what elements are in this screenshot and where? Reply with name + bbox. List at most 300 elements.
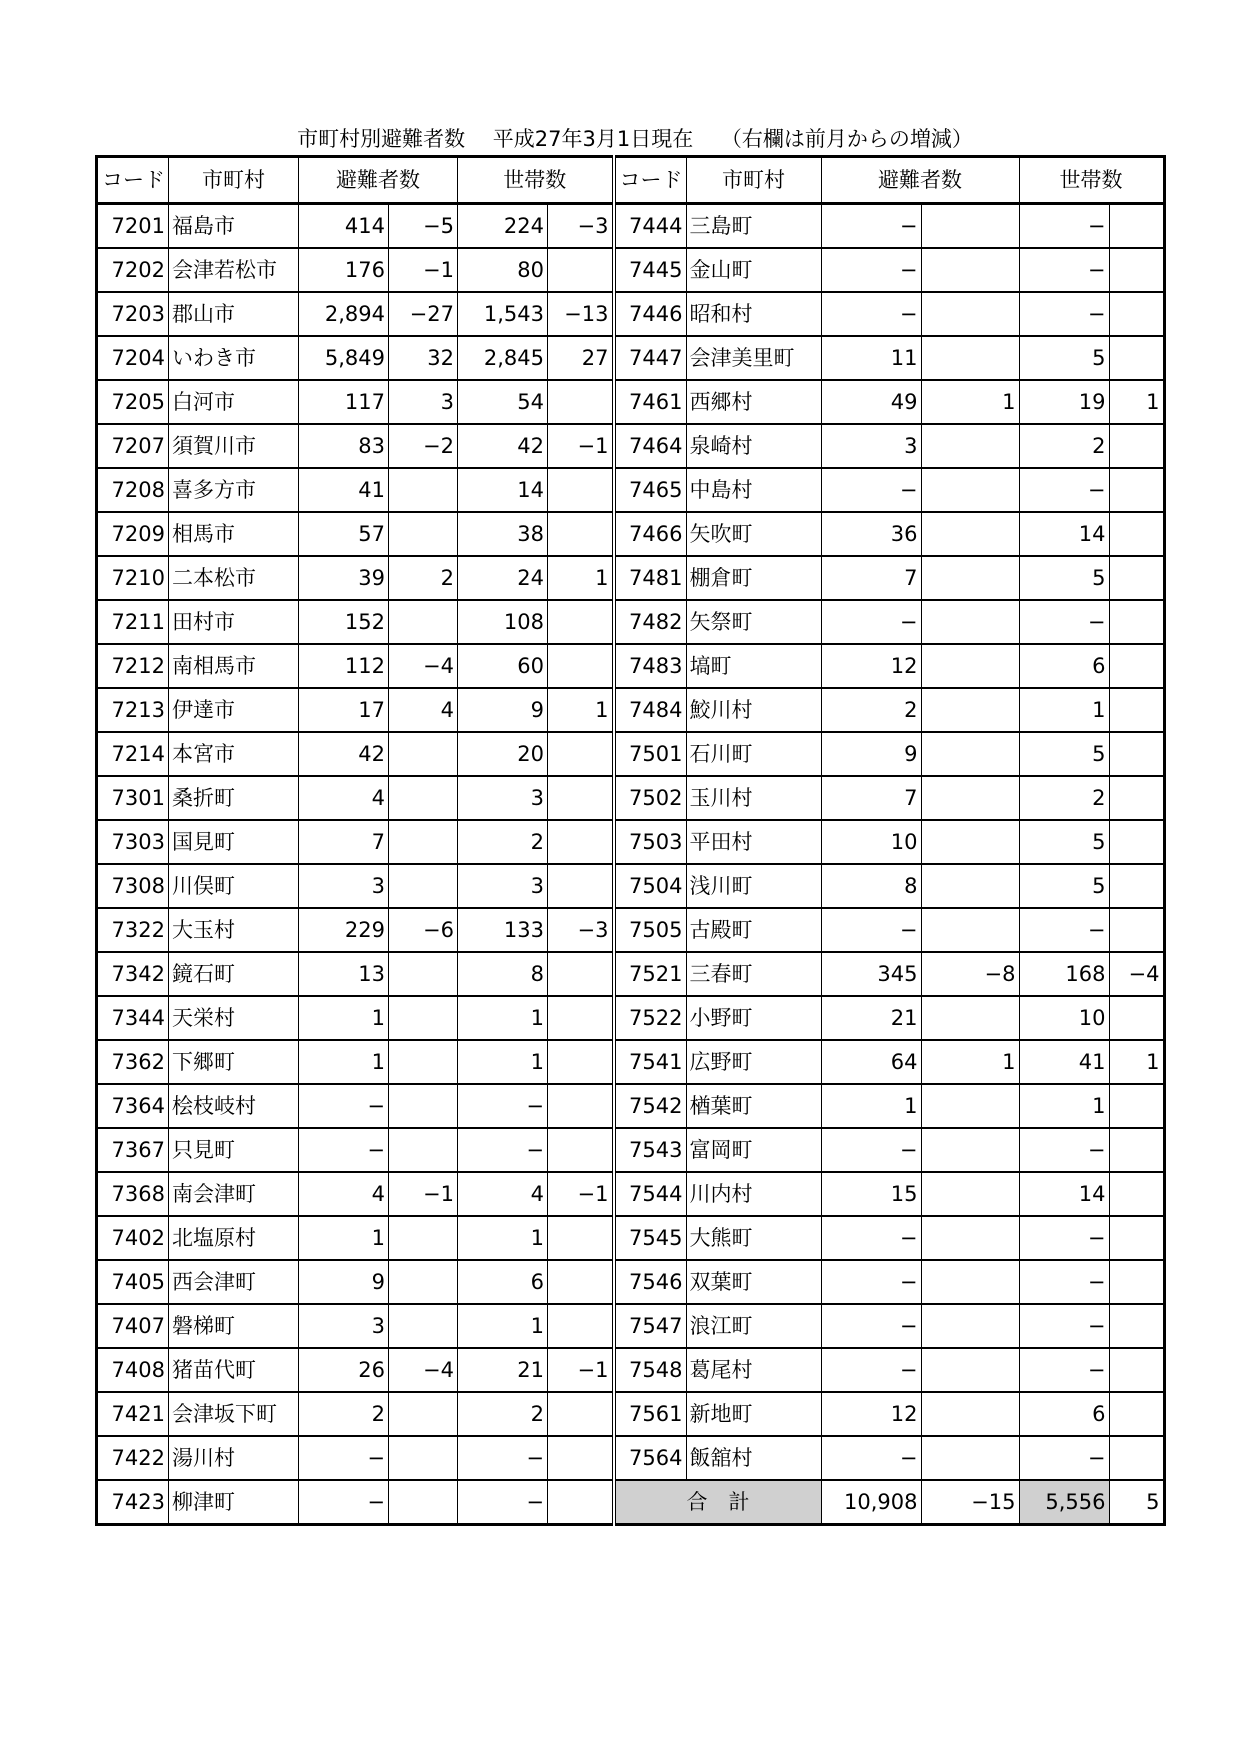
households-change-right-cell	[1109, 292, 1164, 336]
households-right-cell: −	[1019, 1304, 1109, 1348]
code-left-cell: 7201	[97, 204, 169, 249]
evacuees-right-cell: 15	[821, 1172, 921, 1216]
municipality-right-cell: 鮫川村	[686, 688, 821, 732]
municipality-left-cell: 桧枝岐村	[169, 1084, 299, 1128]
evacuees-change-left-cell	[389, 996, 458, 1040]
households-right-cell: 1	[1019, 688, 1109, 732]
households-left-cell: 60	[458, 644, 548, 688]
households-change-left-cell: 1	[548, 556, 614, 600]
evacuees-change-right-cell	[921, 1172, 1019, 1216]
evacuees-left-cell: 9	[299, 1260, 389, 1304]
households-left-cell: −	[458, 1480, 548, 1525]
municipality-left-cell: 只見町	[169, 1128, 299, 1172]
municipality-left-cell: 伊達市	[169, 688, 299, 732]
code-left-cell: 7301	[97, 776, 169, 820]
code-left-cell: 7205	[97, 380, 169, 424]
code-right-cell: 7445	[614, 248, 687, 292]
evacuees-right-cell: −	[821, 1348, 921, 1392]
municipality-left-cell: 天栄村	[169, 996, 299, 1040]
evacuees-right-cell: −	[821, 1128, 921, 1172]
evacuees-left-cell: −	[299, 1128, 389, 1172]
households-change-left-cell: −1	[548, 1172, 614, 1216]
households-left-cell: 6	[458, 1260, 548, 1304]
municipality-left-cell: 下郷町	[169, 1040, 299, 1084]
households-change-right-cell	[1109, 248, 1164, 292]
code-left-cell: 7203	[97, 292, 169, 336]
households-change-right-cell	[1109, 556, 1164, 600]
households-right-cell: 14	[1019, 1172, 1109, 1216]
households-change-left-cell	[548, 1084, 614, 1128]
households-change-right-cell	[1109, 1348, 1164, 1392]
code-right-cell: 7544	[614, 1172, 687, 1216]
households-left-cell: 3	[458, 776, 548, 820]
municipality-right-cell: 塙町	[686, 644, 821, 688]
evacuees-change-right-cell	[921, 864, 1019, 908]
evacuees-change-right-cell	[921, 248, 1019, 292]
code-left-cell: 7364	[97, 1084, 169, 1128]
households-left-cell: 1	[458, 996, 548, 1040]
table-row	[97, 908, 1165, 952]
evacuees-change-right-cell: 1	[921, 1040, 1019, 1084]
table-row	[97, 380, 1165, 424]
municipality-left-cell: いわき市	[169, 336, 299, 380]
households-left-cell: 9	[458, 688, 548, 732]
households-right-cell: 5	[1019, 336, 1109, 380]
code-left-cell: 7202	[97, 248, 169, 292]
table-row	[97, 776, 1165, 820]
households-right-cell: 168	[1019, 952, 1109, 996]
evacuees-change-left-cell: −1	[389, 248, 458, 292]
households-left-cell: 224	[458, 204, 548, 249]
evacuees-change-right-cell	[921, 688, 1019, 732]
evacuees-right-cell: −	[821, 468, 921, 512]
evacuees-left-cell: 1	[299, 996, 389, 1040]
code-left-cell: 7402	[97, 1216, 169, 1260]
households-change-left-cell	[548, 600, 614, 644]
code-left-cell: 7322	[97, 908, 169, 952]
households-left-cell: 24	[458, 556, 548, 600]
municipality-right-cell: 金山町	[686, 248, 821, 292]
households-change-left-cell: −3	[548, 204, 614, 249]
municipality-right-cell: 楢葉町	[686, 1084, 821, 1128]
households-change-left-cell	[548, 644, 614, 688]
municipality-right-cell: 飯舘村	[686, 1436, 821, 1480]
evacuees-change-right-cell	[921, 644, 1019, 688]
households-change-right-cell	[1109, 1392, 1164, 1436]
households-left-cell: 1	[458, 1304, 548, 1348]
households-right-cell: 14	[1019, 512, 1109, 556]
code-right-cell: 7561	[614, 1392, 687, 1436]
evacuees-change-right-cell	[921, 1260, 1019, 1304]
households-change-right-cell: 1	[1109, 1040, 1164, 1084]
total-households-change: 5	[1109, 1480, 1164, 1525]
code-right-cell: 7447	[614, 336, 687, 380]
municipality-right-cell: 川内村	[686, 1172, 821, 1216]
evacuees-left-cell: −	[299, 1436, 389, 1480]
municipality-right-cell: 富岡町	[686, 1128, 821, 1172]
code-left-cell: 7214	[97, 732, 169, 776]
code-right-cell: 7483	[614, 644, 687, 688]
code-right-cell: 7541	[614, 1040, 687, 1084]
evacuees-left-cell: −	[299, 1084, 389, 1128]
evacuees-left-cell: 57	[299, 512, 389, 556]
households-change-left-cell	[548, 952, 614, 996]
municipality-left-cell: 国見町	[169, 820, 299, 864]
municipality-right-cell: 三島町	[686, 204, 821, 249]
municipality-right-cell: 浪江町	[686, 1304, 821, 1348]
evacuees-left-cell: 13	[299, 952, 389, 996]
households-change-right-cell	[1109, 732, 1164, 776]
evacuees-left-cell: 2,894	[299, 292, 389, 336]
header-evacuees-right: 避難者数	[821, 157, 1019, 204]
households-left-cell: 1	[458, 1216, 548, 1260]
table-row	[97, 292, 1165, 336]
evacuees-left-cell: 1	[299, 1040, 389, 1084]
evacuees-left-cell: 3	[299, 1304, 389, 1348]
table-row	[97, 1392, 1165, 1436]
table-row	[97, 1260, 1165, 1304]
municipality-right-cell: 浅川町	[686, 864, 821, 908]
header-evacuees-left: 避難者数	[299, 157, 458, 204]
households-change-right-cell	[1109, 468, 1164, 512]
households-change-left-cell	[548, 732, 614, 776]
municipality-left-cell: 湯川村	[169, 1436, 299, 1480]
households-change-right-cell	[1109, 204, 1164, 249]
municipality-right-cell: 小野町	[686, 996, 821, 1040]
municipality-left-cell: 会津坂下町	[169, 1392, 299, 1436]
table-row	[97, 820, 1165, 864]
households-change-left-cell: −3	[548, 908, 614, 952]
code-left-cell: 7207	[97, 424, 169, 468]
code-right-cell: 7547	[614, 1304, 687, 1348]
evacuees-right-cell: 12	[821, 1392, 921, 1436]
code-left-cell: 7211	[97, 600, 169, 644]
evacuees-change-left-cell: −5	[389, 204, 458, 249]
households-change-right-cell	[1109, 644, 1164, 688]
households-change-left-cell	[548, 248, 614, 292]
households-change-right-cell	[1109, 1304, 1164, 1348]
municipality-right-cell: 新地町	[686, 1392, 821, 1436]
evacuees-right-cell: 345	[821, 952, 921, 996]
households-left-cell: 20	[458, 732, 548, 776]
households-change-right-cell	[1109, 908, 1164, 952]
households-left-cell: 1	[458, 1040, 548, 1084]
municipality-right-cell: 中島村	[686, 468, 821, 512]
evacuees-right-cell: 10	[821, 820, 921, 864]
households-change-right-cell	[1109, 1216, 1164, 1260]
table-row	[97, 1172, 1165, 1216]
evacuees-right-cell: 64	[821, 1040, 921, 1084]
municipality-right-cell: 石川町	[686, 732, 821, 776]
table-row	[97, 424, 1165, 468]
households-left-cell: 2,845	[458, 336, 548, 380]
evacuees-change-right-cell	[921, 468, 1019, 512]
households-right-cell: −	[1019, 1348, 1109, 1392]
evacuees-right-cell: −	[821, 1304, 921, 1348]
header-households-right: 世帯数	[1019, 157, 1164, 204]
households-change-left-cell	[548, 864, 614, 908]
code-right-cell: 7465	[614, 468, 687, 512]
municipality-left-cell: 磐梯町	[169, 1304, 299, 1348]
evacuees-right-cell: −	[821, 292, 921, 336]
households-change-right-cell	[1109, 688, 1164, 732]
evacuees-left-cell: 152	[299, 600, 389, 644]
table-row	[97, 1436, 1165, 1480]
code-left-cell: 7408	[97, 1348, 169, 1392]
table-row	[97, 1128, 1165, 1172]
evacuees-change-right-cell: −8	[921, 952, 1019, 996]
evacuees-change-left-cell	[389, 1084, 458, 1128]
evacuees-change-left-cell	[389, 1128, 458, 1172]
table-row	[97, 248, 1165, 292]
households-change-left-cell	[548, 1128, 614, 1172]
evacuees-change-right-cell	[921, 336, 1019, 380]
evacuees-left-cell: 3	[299, 864, 389, 908]
households-change-left-cell	[548, 1260, 614, 1304]
municipality-right-cell: 昭和村	[686, 292, 821, 336]
evacuees-left-cell: 4	[299, 776, 389, 820]
code-left-cell: 7303	[97, 820, 169, 864]
code-right-cell: 7482	[614, 600, 687, 644]
table-row	[97, 688, 1165, 732]
evacuees-right-cell: 7	[821, 776, 921, 820]
evacuees-right-cell: 36	[821, 512, 921, 556]
households-change-right-cell	[1109, 512, 1164, 556]
code-left-cell: 7208	[97, 468, 169, 512]
total-households: 5,556	[1019, 1480, 1109, 1525]
code-left-cell: 7308	[97, 864, 169, 908]
municipality-right-cell: 棚倉町	[686, 556, 821, 600]
code-right-cell: 7464	[614, 424, 687, 468]
code-left-cell: 7209	[97, 512, 169, 556]
evacuees-change-right-cell	[921, 292, 1019, 336]
municipality-right-cell: 大熊町	[686, 1216, 821, 1260]
code-left-cell: 7344	[97, 996, 169, 1040]
municipality-right-cell: 泉崎村	[686, 424, 821, 468]
evacuees-right-cell: 8	[821, 864, 921, 908]
households-left-cell: 80	[458, 248, 548, 292]
households-right-cell: 5	[1019, 556, 1109, 600]
table-row	[97, 732, 1165, 776]
code-left-cell: 7204	[97, 336, 169, 380]
code-right-cell: 7542	[614, 1084, 687, 1128]
evacuees-right-cell: −	[821, 600, 921, 644]
evacuees-change-left-cell: 2	[389, 556, 458, 600]
households-left-cell: 1,543	[458, 292, 548, 336]
households-change-left-cell	[548, 1040, 614, 1084]
households-left-cell: 2	[458, 820, 548, 864]
households-change-left-cell	[548, 1480, 614, 1525]
households-left-cell: 4	[458, 1172, 548, 1216]
code-left-cell: 7367	[97, 1128, 169, 1172]
evacuees-left-cell: 1	[299, 1216, 389, 1260]
households-change-left-cell	[548, 1436, 614, 1480]
households-change-right-cell	[1109, 996, 1164, 1040]
evacuees-right-cell: 9	[821, 732, 921, 776]
code-right-cell: 7545	[614, 1216, 687, 1260]
table-row	[97, 204, 1165, 249]
households-right-cell: 41	[1019, 1040, 1109, 1084]
evacuees-change-right-cell	[921, 512, 1019, 556]
evacuees-left-cell: 42	[299, 732, 389, 776]
households-change-left-cell	[548, 1216, 614, 1260]
evacuees-change-right-cell	[921, 820, 1019, 864]
evacuees-change-right-cell	[921, 556, 1019, 600]
evacuees-change-right-cell	[921, 1348, 1019, 1392]
evacuees-change-right-cell	[921, 1084, 1019, 1128]
households-change-left-cell	[548, 512, 614, 556]
municipality-left-cell: 二本松市	[169, 556, 299, 600]
municipality-left-cell: 南相馬市	[169, 644, 299, 688]
municipality-left-cell: 白河市	[169, 380, 299, 424]
households-change-right-cell	[1109, 424, 1164, 468]
evacuees-change-left-cell	[389, 864, 458, 908]
households-left-cell: 42	[458, 424, 548, 468]
evacuees-left-cell: 26	[299, 1348, 389, 1392]
households-left-cell: 38	[458, 512, 548, 556]
households-change-right-cell	[1109, 336, 1164, 380]
municipality-left-cell: 西会津町	[169, 1260, 299, 1304]
evacuees-change-left-cell: −6	[389, 908, 458, 952]
code-left-cell: 7405	[97, 1260, 169, 1304]
evacuees-right-cell: 11	[821, 336, 921, 380]
households-change-right-cell	[1109, 1084, 1164, 1128]
evacuees-change-right-cell	[921, 1436, 1019, 1480]
municipality-right-cell: 葛尾村	[686, 1348, 821, 1392]
evacuees-change-left-cell: 3	[389, 380, 458, 424]
table-body	[97, 204, 1165, 1525]
table-row	[97, 1040, 1165, 1084]
table-row	[97, 336, 1165, 380]
municipality-left-cell: 相馬市	[169, 512, 299, 556]
evacuees-change-left-cell	[389, 820, 458, 864]
municipality-left-cell: 田村市	[169, 600, 299, 644]
households-right-cell: −	[1019, 600, 1109, 644]
households-left-cell: 8	[458, 952, 548, 996]
households-change-left-cell: −13	[548, 292, 614, 336]
code-right-cell: 7548	[614, 1348, 687, 1392]
code-left-cell: 7362	[97, 1040, 169, 1084]
total-row	[97, 1480, 1165, 1525]
evacuees-change-left-cell: 4	[389, 688, 458, 732]
code-left-cell: 7213	[97, 688, 169, 732]
municipality-left-cell: 鏡石町	[169, 952, 299, 996]
code-left-cell: 7423	[97, 1480, 169, 1525]
evacuees-change-right-cell	[921, 908, 1019, 952]
households-change-right-cell	[1109, 1172, 1164, 1216]
households-right-cell: −	[1019, 468, 1109, 512]
municipality-right-cell: 会津美里町	[686, 336, 821, 380]
evacuee-table	[95, 155, 1166, 1526]
households-change-left-cell: −1	[548, 424, 614, 468]
header-municipality-left: 市町村	[169, 157, 299, 204]
evacuees-right-cell: 49	[821, 380, 921, 424]
households-left-cell: −	[458, 1436, 548, 1480]
households-change-left-cell	[548, 776, 614, 820]
code-right-cell: 7522	[614, 996, 687, 1040]
evacuees-left-cell: 5,849	[299, 336, 389, 380]
evacuees-left-cell: 17	[299, 688, 389, 732]
evacuees-change-left-cell	[389, 1040, 458, 1084]
households-change-right-cell	[1109, 864, 1164, 908]
table-row	[97, 996, 1165, 1040]
households-left-cell: −	[458, 1084, 548, 1128]
table-row	[97, 1304, 1165, 1348]
evacuees-left-cell: −	[299, 1480, 389, 1525]
table-row	[97, 556, 1165, 600]
households-left-cell: 3	[458, 864, 548, 908]
evacuees-change-left-cell	[389, 1480, 458, 1525]
code-right-cell: 7546	[614, 1260, 687, 1304]
header-row	[97, 157, 1165, 204]
municipality-right-cell: 古殿町	[686, 908, 821, 952]
households-left-cell: 54	[458, 380, 548, 424]
code-right-cell: 7502	[614, 776, 687, 820]
municipality-left-cell: 南会津町	[169, 1172, 299, 1216]
code-left-cell: 7422	[97, 1436, 169, 1480]
evacuees-left-cell: 7	[299, 820, 389, 864]
households-change-right-cell	[1109, 776, 1164, 820]
municipality-left-cell: 大玉村	[169, 908, 299, 952]
evacuees-change-left-cell	[389, 1304, 458, 1348]
evacuees-change-right-cell	[921, 424, 1019, 468]
evacuees-left-cell: 414	[299, 204, 389, 249]
households-right-cell: −	[1019, 1216, 1109, 1260]
code-right-cell: 7521	[614, 952, 687, 996]
households-left-cell: 2	[458, 1392, 548, 1436]
households-change-left-cell: 27	[548, 336, 614, 380]
code-right-cell: 7501	[614, 732, 687, 776]
code-right-cell: 7461	[614, 380, 687, 424]
evacuees-right-cell: 21	[821, 996, 921, 1040]
evacuees-right-cell: 12	[821, 644, 921, 688]
evacuees-left-cell: 2	[299, 1392, 389, 1436]
table-row	[97, 952, 1165, 996]
evacuees-right-cell: 3	[821, 424, 921, 468]
evacuees-right-cell: 7	[821, 556, 921, 600]
evacuees-left-cell: 83	[299, 424, 389, 468]
evacuees-change-left-cell	[389, 600, 458, 644]
code-right-cell: 7564	[614, 1436, 687, 1480]
evacuees-change-left-cell	[389, 952, 458, 996]
evacuees-change-right-cell	[921, 1304, 1019, 1348]
evacuees-left-cell: 39	[299, 556, 389, 600]
table-row	[97, 1084, 1165, 1128]
evacuees-change-left-cell: −27	[389, 292, 458, 336]
evacuees-left-cell: 176	[299, 248, 389, 292]
code-left-cell: 7421	[97, 1392, 169, 1436]
evacuees-change-right-cell	[921, 732, 1019, 776]
households-right-cell: 6	[1019, 644, 1109, 688]
evacuees-change-right-cell	[921, 996, 1019, 1040]
table-row	[97, 644, 1165, 688]
households-change-right-cell	[1109, 1436, 1164, 1480]
households-change-right-cell	[1109, 600, 1164, 644]
households-right-cell: 1	[1019, 1084, 1109, 1128]
municipality-left-cell: 猪苗代町	[169, 1348, 299, 1392]
evacuees-change-left-cell	[389, 732, 458, 776]
code-left-cell: 7210	[97, 556, 169, 600]
evacuees-change-left-cell	[389, 1216, 458, 1260]
households-left-cell: 21	[458, 1348, 548, 1392]
households-change-right-cell	[1109, 1128, 1164, 1172]
municipality-left-cell: 北塩原村	[169, 1216, 299, 1260]
total-evacuees: 10,908	[821, 1480, 921, 1525]
evacuees-change-left-cell	[389, 1436, 458, 1480]
evacuees-right-cell: −	[821, 248, 921, 292]
households-right-cell: −	[1019, 204, 1109, 249]
page-title: 市町村別避難者数 平成27年3月1日現在 （右欄は前月からの増減）	[297, 127, 973, 151]
